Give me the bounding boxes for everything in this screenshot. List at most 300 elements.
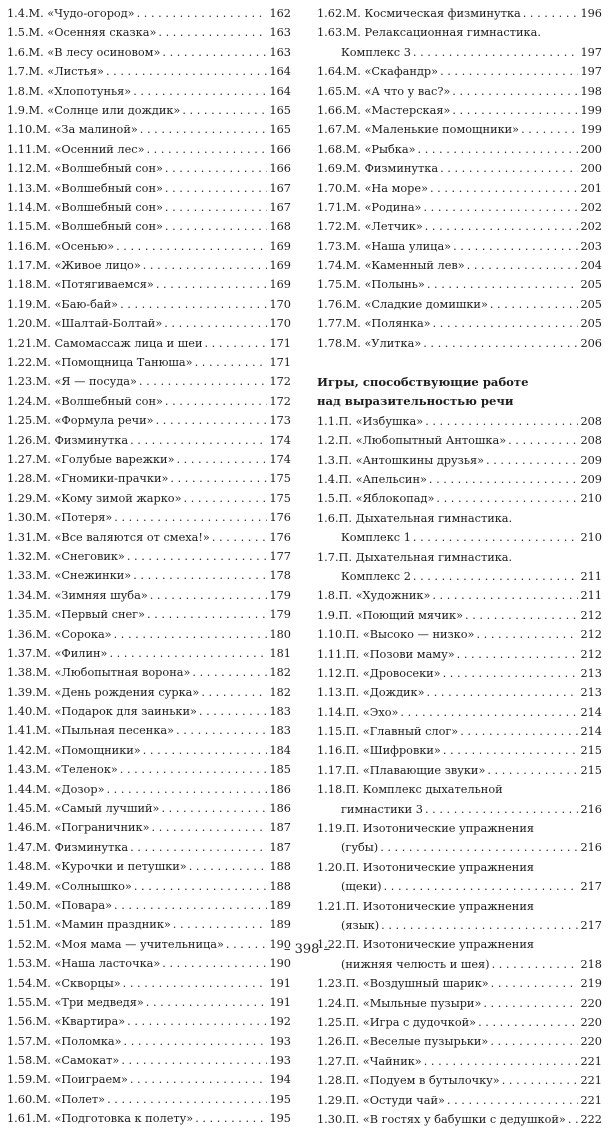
dot-leader [443,741,579,760]
toc-entry-title: 1.19.М. «Баю-бай» [7,297,119,311]
toc-entry-title: 1.5.П. «Яблокопад» [317,492,435,506]
dot-leader [523,4,579,23]
toc-entry-title: 1.28.М. «Гномики-прачки» [7,472,169,486]
dot-leader [384,877,579,896]
toc-entry-title: 1.76.М. «Сладкие домишки» [317,297,488,311]
toc-entry [7,159,291,178]
toc-entry-title: 1.20.М. «Шалтай-Болтай» [7,317,163,331]
toc-entry-page: 187 [269,821,291,835]
toc-entry-title: 1.27.М. «Голубые варежки» [7,452,175,466]
toc-entry-page: 201 [580,181,602,195]
toc-entry-title: 1.1.П. «Избушка» [317,414,424,428]
toc-entry-title: 1.15.М. «Волшебный сон» [7,220,163,234]
toc-entry-title: 1.73.М. «Наша улица» [317,239,452,253]
toc-entry-title: 1.40.М. «Подарок для заиньки» [7,705,197,719]
dot-leader [158,23,267,42]
dot-leader [156,275,268,294]
toc-entry-page: 208 [580,434,602,448]
toc-entry-title: 1.9.М. «Солнце или дождик» [7,103,181,117]
toc-entry [7,508,291,527]
toc-entry-page: 169 [269,278,291,292]
dot-leader [432,586,578,605]
dot-leader [165,179,268,198]
toc-entry [317,101,602,120]
dot-leader [143,741,268,760]
dot-leader [423,198,578,217]
dot-leader [182,101,267,120]
toc-entry [317,431,602,450]
toc-entry-title: 1.23.М. «Я — посуда» [7,375,137,389]
toc-entry-title: 1.28.П. «Подуем в бутылочку» [317,1074,500,1088]
toc-entry-page: 162 [269,7,291,20]
toc-entry-title-line: 1.20.П. Изотонические упражнения [317,860,534,874]
toc-entry-title: 1.59.М. «Поиграем» [7,1073,128,1087]
toc-entry [7,43,291,62]
toc-entry-title: 1.61.М. «Подготовка к полету» [7,1112,194,1126]
toc-entry-page: 190 [269,937,291,951]
toc-entry-title: 1.77.М. «Полянка» [317,317,431,331]
toc-entry [7,605,291,624]
toc-entry [317,217,602,236]
dot-leader [184,489,268,508]
toc-entry [7,547,291,566]
toc-entry-page: 198 [580,84,602,98]
toc-entry-title: 1.13.П. «Дождик» [317,686,425,700]
toc-entry-page: 191 [269,995,291,1009]
toc-entry-title-line: 1.63.М. Релаксационная гимнастика. [317,26,541,40]
toc-entry-page: 189 [269,898,291,912]
toc-entry [317,916,602,935]
toc-entry-title: 1.11.П. «Позови маму» [317,647,455,661]
dot-leader [170,469,267,488]
toc-entry-title: Комплекс 3 [341,45,411,59]
toc-entry-page: 167 [269,200,291,214]
toc-entry [317,140,602,159]
toc-entry [317,800,602,819]
toc-entry [7,877,291,896]
toc-entry-page: 185 [269,763,291,777]
dot-leader [429,470,579,489]
toc-entry-page: 186 [269,782,291,796]
toc-entry-title: 1.25.П. «Игра с дудочкой» [317,1015,477,1029]
toc-entry-page: 169 [269,259,291,273]
dot-leader [427,275,579,294]
dot-leader [440,159,578,178]
toc-entry-page: 180 [269,627,291,641]
toc-entry-title: 1.29.М. «Кому зимой жарко» [7,491,182,505]
section-heading-line2: над выразительностью речи [317,394,514,409]
toc-entry-page: 171 [269,336,291,350]
toc-entry-page: 187 [269,840,291,854]
toc-entry-title: 1.14.М. «Волшебный сон» [7,200,163,214]
toc-entry-title: 1.3.П. «Антошкины друзья» [317,453,485,467]
toc-entry-title: 1.54.М. «Скворцы» [7,976,121,990]
dot-leader [568,1110,579,1129]
toc-entry-page: 219 [580,977,602,991]
toc-entry-page: 175 [269,472,291,486]
toc-entry-title: 1.69.М. Физминутка [317,162,439,176]
toc-entry-title: 1.74.М. «Каменный лев» [317,259,465,273]
toc-entry [317,625,602,644]
toc-entry-page: 179 [269,588,291,602]
dot-leader [199,702,268,721]
toc-entry-page: 217 [580,919,602,932]
toc-entry-page: 204 [580,259,602,273]
toc-entry-page: 196 [580,7,602,20]
toc-entry [7,62,291,81]
toc-entry-page: 211 [580,589,602,603]
toc-entry [317,489,602,508]
toc-entry-title: (губы) [341,841,379,855]
toc-entry [7,1090,291,1109]
toc-entry-title: 1.29.П. «Остуди чай» [317,1093,445,1107]
toc-entry-page: 215 [580,744,602,758]
toc-entry-title: 1.48.М. «Курочки и петушки» [7,860,187,874]
dot-leader [452,101,578,120]
toc-entry-title: 1.68.М. «Рыбка» [317,142,416,156]
dot-leader [418,140,579,159]
dot-leader [381,916,578,935]
toc-entry-page: 182 [269,685,291,699]
dot-leader [430,179,578,198]
toc-entry-page: 214 [580,705,602,719]
toc-entry-page: 164 [269,65,291,79]
toc-entry-title: 1.65.М. «А что у вас?» [317,84,451,98]
toc-entry [7,295,291,314]
section-heading-line1: Игры, способствующие работе [317,375,529,390]
toc-entry [7,101,291,120]
toc-entry-page: 206 [580,336,602,350]
toc-entry-title: 1.21.М. Самомассаж лица и шеи [7,336,203,350]
toc-entry [317,1052,602,1071]
dot-leader [161,799,267,818]
toc-entry-page: 183 [269,724,291,738]
toc-entry-page: 184 [269,743,291,757]
toc-entry-page: 165 [269,103,291,117]
toc-entry-title: 1.57.М. «Поломка» [7,1034,122,1048]
toc-entry-page: 218 [580,957,602,971]
toc-entry-title: 1.7.М. «Листья» [7,65,104,79]
toc-entry-title: 1.10.П. «Высоко — низко» [317,628,475,642]
toc-entry [317,120,602,139]
toc-entry-page: 166 [269,142,291,156]
toc-entry-title: 1.60.М. «Полет» [7,1092,106,1106]
toc-entry-title: 1.53.М. «Наша ласточка» [7,957,161,971]
toc-entry-page: 197 [580,45,602,59]
toc-entry-title: 1.58.М. «Самокат» [7,1054,120,1068]
toc-entry-page: 176 [269,511,291,525]
dot-leader [212,528,268,547]
dot-leader [521,120,578,139]
dot-leader [483,994,578,1013]
dot-leader [165,392,268,411]
toc-entry-title: (нижняя челюсть и шея) [341,957,490,971]
dot-leader [413,528,579,547]
toc-entry-page: 212 [580,608,602,622]
toc-entry [7,392,291,411]
toc-entry-page: 182 [269,666,291,680]
toc-right-column [317,4,602,1129]
toc-entry-page: 194 [269,1073,291,1087]
toc-entry-title: 1.52.М. «Моя мама — учительница» [7,937,224,951]
toc-entry [317,62,602,81]
toc-entry-page: 213 [580,666,602,680]
toc-entry-title: 1.14.П. «Эхо» [317,705,399,719]
toc-entry-title: гимнастики 3 [341,802,423,816]
toc-entry-title: 1.39.М. «День рождения сурка» [7,685,200,699]
toc-entry-title: 1.35.М. «Первый снег» [7,608,146,622]
toc-entry [317,761,602,780]
toc-entry-title: 1.72.М. «Летчик» [317,220,423,234]
toc-entry-title: 1.5.М. «Осенняя сказка» [7,26,157,40]
toc-entry-title: 1.30.М. «Потеря» [7,511,113,525]
toc-entry-page: 210 [580,492,602,506]
dot-leader [147,605,267,624]
toc-entry [7,489,291,508]
dot-leader [133,82,267,101]
dot-leader [162,954,267,973]
dot-leader [427,683,579,702]
toc-entry-title: 1.18.М. «Потягиваемся» [7,278,154,292]
toc-entry-title-line: 1.6.П. Дыхательная гимнастика. [317,511,513,525]
dot-leader [195,1109,267,1128]
toc-entry-page: 202 [580,220,602,234]
dot-leader [109,644,267,663]
toc-entry [317,334,602,353]
toc-entry-page: 175 [269,491,291,505]
toc-entry [7,431,291,450]
toc-entry-page: 222 [580,1112,602,1126]
dot-leader [425,217,579,236]
toc-entry [317,237,602,256]
toc-entry [317,314,602,333]
toc-entry [7,760,291,779]
toc-entry-title: Комплекс 1 [341,531,411,545]
dot-leader [127,547,268,566]
dot-leader [137,4,268,23]
toc-entry-page: 215 [580,763,602,777]
toc-entry [7,683,291,702]
toc-entry-page: 217 [580,880,602,894]
toc-entry-page: 176 [269,530,291,544]
dot-leader [465,606,578,625]
toc-entry [317,82,602,101]
toc-entry-title: 1.30.П. «В гостях у бабушки с дедушкой» [317,1112,566,1126]
toc-entry [7,974,291,993]
toc-entry [7,1051,291,1070]
dot-leader [140,120,268,139]
toc-entry [7,1032,291,1051]
toc-entry [317,606,602,625]
dot-leader [502,1071,579,1090]
toc-entry-title: 1.46.М. «Пограничник» [7,821,150,835]
toc-entry [7,1012,291,1031]
dot-leader [436,489,578,508]
toc-entry-title: 1.66.М. «Мастерская» [317,103,451,117]
toc-entry [317,683,602,702]
toc-entry-title: 1.4.П. «Апельсин» [317,473,427,487]
toc-entry-title: 1.42.М. «Помощники» [7,743,141,757]
toc-entry-page: 209 [580,453,602,467]
toc-entry-page: 192 [269,1015,291,1029]
toc-entry-page: 167 [269,181,291,195]
dot-leader [173,915,268,934]
toc-entry [317,955,602,974]
dot-leader [146,993,268,1012]
toc-entry-title: 1.12.П. «Дровосеки» [317,666,441,680]
toc-entry [7,314,291,333]
toc-entry-title: 1.33.М. «Снежинки» [7,569,132,583]
dot-leader [467,256,579,275]
dot-leader [492,955,579,974]
dot-leader [400,703,578,722]
toc-entry-page: 199 [580,123,602,137]
dot-leader [127,1012,267,1031]
toc-entry [7,237,291,256]
toc-entry-title: 1.50.М. «Повара» [7,898,113,912]
toc-entry [317,703,602,722]
toc-entry-page: 170 [269,317,291,331]
toc-entry [7,4,291,23]
dot-leader [106,62,267,81]
toc-entry-page: 189 [269,918,291,932]
toc-entry-title: 1.24.П. «Мыльные пузыри» [317,996,482,1010]
toc-entry-page: 174 [269,452,291,466]
dot-leader [443,664,579,683]
toc-entry-page: 220 [580,1035,602,1049]
toc-entry-page: 188 [269,860,291,874]
toc-entry [7,275,291,294]
toc-entry-title: 1.27.П. «Чайник» [317,1054,422,1068]
toc-entry-page: 172 [269,394,291,408]
dot-leader [433,314,579,333]
toc-entry-title: 1.12.М. «Волшебный сон» [7,162,163,176]
dot-leader [487,761,578,780]
toc-entry-page: 212 [580,647,602,661]
dot-leader [453,237,578,256]
toc-entry-title: 1.47.М. Физминутка [7,840,129,854]
toc-entry-title: 1.16.П. «Шифровки» [317,744,441,758]
dot-leader [156,411,268,430]
toc-entry-page: 221 [580,1074,602,1088]
toc-entry [317,179,602,198]
dot-leader [143,256,268,275]
toc-entry-page: 172 [269,375,291,389]
toc-entry-page: 205 [580,317,602,331]
toc-entry-page: 216 [580,802,602,816]
toc-entry-title: 1.78.М. «Улитка» [317,336,422,350]
toc-entry [7,334,291,353]
toc-entry-title: 1.17.М. «Живое лицо» [7,259,141,273]
dot-leader [424,1052,579,1071]
toc-entry [317,994,602,1013]
toc-entry-page: 165 [269,123,291,137]
toc-entry [7,702,291,721]
dot-leader [116,237,267,256]
toc-entry-title-line: 1.21.П. Изотонические упражнения [317,899,534,913]
toc-entry-page: 181 [269,646,291,660]
toc-entry [7,915,291,934]
toc-entry-title: 1.75.М. «Полынь» [317,278,425,292]
toc-entry [7,528,291,547]
toc-entry [317,974,602,993]
toc-entry-title-line: 1.19.П. Изотонические упражнения [317,822,534,836]
toc-entry-title: Комплекс 2 [341,569,411,583]
toc-entry [7,644,291,663]
dot-leader [189,857,268,876]
toc-entry-title: 1.70.М. «На море» [317,181,428,195]
dot-leader [425,412,578,431]
toc-entry-page: 220 [580,996,602,1010]
toc-entry-title: 1.32.М. «Снеговик» [7,549,125,563]
toc-entry-page: 173 [269,414,291,428]
toc-entry-title-line: 1.7.П. Дыхательная гимнастика. [317,550,513,564]
toc-entry [7,993,291,1012]
toc-entry-title: 1.9.П. «Поющий мячик» [317,608,464,622]
toc-entry-page: 209 [580,473,602,487]
toc-entry [7,198,291,217]
toc-entry [317,741,602,760]
dot-leader [114,896,267,915]
toc-entry [7,82,291,101]
toc-entry-page: 203 [580,239,602,253]
toc-entry [317,275,602,294]
toc-entry [317,1013,602,1032]
toc-entry [317,838,602,857]
toc-entry-page: 178 [269,569,291,583]
toc-entry-title: 1.8.П. «Художник» [317,589,431,603]
toc-entry-title: 1.17.П. «Плавающие звуки» [317,763,486,777]
toc-entry [317,567,602,586]
toc-entry [317,470,602,489]
toc-entry-page: 199 [580,103,602,117]
page-number: – 398 – [283,942,331,957]
toc-entry [7,799,291,818]
dot-leader [176,721,267,740]
toc-entry-title: 1.45.М. «Самый лучший» [7,802,160,816]
toc-entry [7,120,291,139]
dot-leader [205,334,268,353]
dot-leader [452,82,578,101]
toc-entry-title: 1.6.М. «В лесу осиновом» [7,45,161,59]
toc-entry-page: 208 [580,414,602,428]
toc-entry-title: 1.2.П. «Любопытный Антошка» [317,434,507,448]
toc-entry-page: 166 [269,162,291,176]
toc-entry-page: 197 [580,65,602,79]
toc-entry-title: (язык) [341,919,380,932]
toc-entry [317,877,602,896]
toc-entry [7,566,291,585]
toc-entry [7,353,291,372]
toc-entry [317,4,602,23]
toc-entry [317,451,602,470]
toc-entry [7,663,291,682]
dot-leader [165,198,268,217]
dot-leader [123,974,268,993]
dot-leader [139,372,268,391]
toc-entry-page: 213 [580,686,602,700]
toc-entry [317,722,602,741]
dot-leader [195,353,268,372]
dot-leader [133,566,267,585]
toc-entry [317,1110,602,1129]
dot-leader [164,314,267,333]
toc-entry-page: 216 [580,841,602,855]
toc-entry [7,818,291,837]
toc-entry [7,857,291,876]
toc-entry-page: 214 [580,725,602,739]
dot-leader [107,1090,267,1109]
